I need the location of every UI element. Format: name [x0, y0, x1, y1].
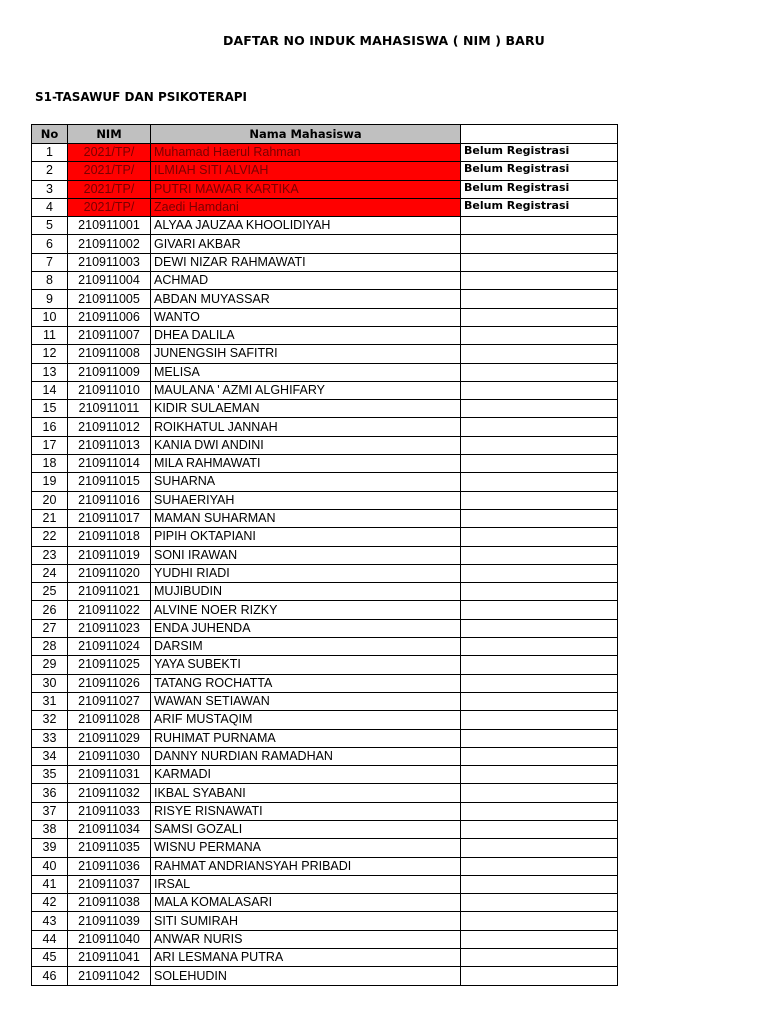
row-status: [461, 491, 618, 509]
table-row: [32, 144, 618, 162]
table-row: [32, 217, 618, 235]
table-row: [32, 912, 618, 930]
table-row: [32, 692, 618, 710]
header-nim: NIM: [68, 125, 151, 144]
table-row: [32, 455, 618, 473]
table-header-row: [32, 125, 618, 144]
table-row: [32, 967, 618, 985]
row-no: 3: [32, 180, 68, 198]
row-status: [461, 802, 618, 820]
row-name: SOLEHUDIN: [151, 967, 461, 985]
row-nim: 210911008: [68, 345, 151, 363]
table-row: [32, 601, 618, 619]
row-status: Belum Registrasi: [461, 198, 618, 216]
table-row: [32, 491, 618, 509]
row-status: [461, 820, 618, 838]
row-nim: 210911022: [68, 601, 151, 619]
row-no: 7: [32, 253, 68, 271]
row-status: [461, 711, 618, 729]
row-name: DANNY NURDIAN RAMADHAN: [151, 747, 461, 765]
row-status: [461, 601, 618, 619]
row-name: PUTRI MAWAR KARTIKA: [151, 180, 461, 198]
row-no: 13: [32, 363, 68, 381]
row-name: SUHAERIYAH: [151, 491, 461, 509]
row-status: Belum Registrasi: [461, 144, 618, 162]
row-nim: 210911027: [68, 692, 151, 710]
row-no: 34: [32, 747, 68, 765]
row-status: [461, 290, 618, 308]
row-nim: 210911013: [68, 436, 151, 454]
row-status: [461, 857, 618, 875]
row-no: 22: [32, 528, 68, 546]
row-no: 40: [32, 857, 68, 875]
row-no: 16: [32, 418, 68, 436]
row-no: 10: [32, 308, 68, 326]
row-nim: 210911037: [68, 875, 151, 893]
row-name: KANIA DWI ANDINI: [151, 436, 461, 454]
row-status: [461, 729, 618, 747]
row-name: ABDAN MUYASSAR: [151, 290, 461, 308]
row-name: MALA KOMALASARI: [151, 894, 461, 912]
row-no: 37: [32, 802, 68, 820]
row-no: 6: [32, 235, 68, 253]
row-nim: 210911004: [68, 272, 151, 290]
row-no: 2: [32, 162, 68, 180]
row-nim: 210911014: [68, 455, 151, 473]
row-status: [461, 747, 618, 765]
row-nim: 2021/TP/: [68, 144, 151, 162]
row-nim: 210911031: [68, 766, 151, 784]
table-row: [32, 729, 618, 747]
row-nim: 210911019: [68, 546, 151, 564]
row-name: ACHMAD: [151, 272, 461, 290]
row-status: [461, 583, 618, 601]
row-status: [461, 436, 618, 454]
table-row: [32, 326, 618, 344]
row-name: YUDHI RIADI: [151, 564, 461, 582]
row-name: ARIF MUSTAQIM: [151, 711, 461, 729]
row-name: Zaedi Hamdani: [151, 198, 461, 216]
row-no: 21: [32, 509, 68, 527]
row-no: 12: [32, 345, 68, 363]
row-no: 8: [32, 272, 68, 290]
row-status: [461, 638, 618, 656]
table-row: [32, 180, 618, 198]
row-nim: 210911009: [68, 363, 151, 381]
row-name: PIPIH OKTAPIANI: [151, 528, 461, 546]
row-nim: 210911033: [68, 802, 151, 820]
row-name: ROIKHATUL JANNAH: [151, 418, 461, 436]
table-row: [32, 381, 618, 399]
row-nim: 210911015: [68, 473, 151, 491]
row-status: [461, 400, 618, 418]
row-name: ARI LESMANA PUTRA: [151, 949, 461, 967]
row-name: IRSAL: [151, 875, 461, 893]
table-row: [32, 802, 618, 820]
table-row: [32, 546, 618, 564]
table-row: [32, 930, 618, 948]
row-name: IKBAL SYABANI: [151, 784, 461, 802]
row-nim: 210911023: [68, 619, 151, 637]
table-row: [32, 162, 618, 180]
row-no: 29: [32, 656, 68, 674]
table-row: [32, 839, 618, 857]
row-nim: 210911028: [68, 711, 151, 729]
row-name: DEWI NIZAR RAHMAWATI: [151, 253, 461, 271]
row-no: 18: [32, 455, 68, 473]
row-name: WAWAN SETIAWAN: [151, 692, 461, 710]
row-no: 28: [32, 638, 68, 656]
row-nim: 210911034: [68, 820, 151, 838]
row-no: 26: [32, 601, 68, 619]
row-name: RUHIMAT PURNAMA: [151, 729, 461, 747]
row-status: [461, 967, 618, 985]
row-name: WANTO: [151, 308, 461, 326]
row-status: [461, 894, 618, 912]
table-row: [32, 711, 618, 729]
row-status: [461, 912, 618, 930]
row-status: [461, 546, 618, 564]
row-nim: 210911016: [68, 491, 151, 509]
row-no: 9: [32, 290, 68, 308]
row-nim: 210911040: [68, 930, 151, 948]
row-name: Muhamad Haerul Rahman: [151, 144, 461, 162]
table-row: [32, 747, 618, 765]
table-row: [32, 619, 618, 637]
row-nim: 210911039: [68, 912, 151, 930]
row-nim: 2021/TP/: [68, 180, 151, 198]
clipped-subtitle: [190, 46, 530, 51]
row-nim: 210911012: [68, 418, 151, 436]
row-name: KARMADI: [151, 766, 461, 784]
row-nim: 210911035: [68, 839, 151, 857]
row-status: [461, 674, 618, 692]
table-row: [32, 308, 618, 326]
table-row: [32, 509, 618, 527]
table-row: [32, 949, 618, 967]
row-no: 44: [32, 930, 68, 948]
table-row: [32, 290, 618, 308]
row-no: 23: [32, 546, 68, 564]
row-status: [461, 656, 618, 674]
row-nim: 210911036: [68, 857, 151, 875]
row-name: MAULANA ' AZMI ALGHIFARY: [151, 381, 461, 399]
table-row: [32, 674, 618, 692]
row-nim: 210911020: [68, 564, 151, 582]
row-status: [461, 766, 618, 784]
row-no: 17: [32, 436, 68, 454]
row-name: TATANG ROCHATTA: [151, 674, 461, 692]
row-status: [461, 363, 618, 381]
row-no: 15: [32, 400, 68, 418]
table-row: [32, 272, 618, 290]
table-row: [32, 400, 618, 418]
row-no: 27: [32, 619, 68, 637]
row-status: Belum Registrasi: [461, 162, 618, 180]
row-nim: 210911032: [68, 784, 151, 802]
student-table: [31, 124, 618, 986]
table-row: [32, 436, 618, 454]
table-row: [32, 235, 618, 253]
row-nim: 210911021: [68, 583, 151, 601]
row-no: 20: [32, 491, 68, 509]
table-row: [32, 656, 618, 674]
row-status: [461, 564, 618, 582]
row-no: 11: [32, 326, 68, 344]
row-name: SITI SUMIRAH: [151, 912, 461, 930]
table-row: [32, 894, 618, 912]
row-no: 45: [32, 949, 68, 967]
row-status: Belum Registrasi: [461, 180, 618, 198]
row-name: RISYE RISNAWATI: [151, 802, 461, 820]
row-status: [461, 875, 618, 893]
table-body: [32, 144, 618, 986]
row-status: [461, 217, 618, 235]
table-row: [32, 857, 618, 875]
row-no: 35: [32, 766, 68, 784]
program-heading: S1-TASAWUF DAN PSIKOTERAPI: [35, 90, 247, 104]
row-name: GIVARI AKBAR: [151, 235, 461, 253]
row-nim: 210911006: [68, 308, 151, 326]
row-status: [461, 345, 618, 363]
row-no: 14: [32, 381, 68, 399]
row-name: ILMIAH SITI ALVIAH: [151, 162, 461, 180]
table-row: [32, 363, 618, 381]
row-no: 5: [32, 217, 68, 235]
table-row: [32, 784, 618, 802]
table-row: [32, 473, 618, 491]
row-name: SAMSI GOZALI: [151, 820, 461, 838]
row-status: [461, 235, 618, 253]
header-no: No: [32, 125, 68, 144]
row-no: 39: [32, 839, 68, 857]
row-name: RAHMAT ANDRIANSYAH PRIBADI: [151, 857, 461, 875]
row-nim: 210911001: [68, 217, 151, 235]
row-no: 24: [32, 564, 68, 582]
row-status: [461, 253, 618, 271]
row-name: JUNENGSIH SAFITRI: [151, 345, 461, 363]
row-nim: 210911038: [68, 894, 151, 912]
row-status: [461, 930, 618, 948]
row-name: ALYAA JAUZAA KHOOLIDIYAH: [151, 217, 461, 235]
row-status: [461, 308, 618, 326]
table-row: [32, 766, 618, 784]
row-nim: 210911018: [68, 528, 151, 546]
table-row: [32, 418, 618, 436]
row-nim: 210911011: [68, 400, 151, 418]
row-nim: 2021/TP/: [68, 162, 151, 180]
row-status: [461, 272, 618, 290]
row-status: [461, 839, 618, 857]
row-name: DHEA DALILA: [151, 326, 461, 344]
row-no: 42: [32, 894, 68, 912]
row-name: MILA RAHMAWATI: [151, 455, 461, 473]
row-nim: 210911029: [68, 729, 151, 747]
row-nim: 2021/TP/: [68, 198, 151, 216]
row-nim: 210911042: [68, 967, 151, 985]
row-no: 36: [32, 784, 68, 802]
row-name: KIDIR SULAEMAN: [151, 400, 461, 418]
row-nim: 210911041: [68, 949, 151, 967]
row-name: ALVINE NOER RIZKY: [151, 601, 461, 619]
table-row: [32, 564, 618, 582]
row-status: [461, 619, 618, 637]
row-nim: 210911003: [68, 253, 151, 271]
row-nim: 210911010: [68, 381, 151, 399]
row-status: [461, 455, 618, 473]
row-status: [461, 528, 618, 546]
document-title: DAFTAR NO INDUK MAHASISWA ( NIM ) BARU: [223, 33, 545, 48]
row-name: SONI IRAWAN: [151, 546, 461, 564]
row-nim: 210911024: [68, 638, 151, 656]
row-name: ANWAR NURIS: [151, 930, 461, 948]
row-no: 19: [32, 473, 68, 491]
row-status: [461, 326, 618, 344]
row-name: MAMAN SUHARMAN: [151, 509, 461, 527]
row-no: 30: [32, 674, 68, 692]
row-nim: 210911002: [68, 235, 151, 253]
row-no: 32: [32, 711, 68, 729]
header-name: Nama Mahasiswa: [151, 125, 461, 144]
row-no: 38: [32, 820, 68, 838]
table-row: [32, 875, 618, 893]
row-name: MELISA: [151, 363, 461, 381]
header-status: [461, 125, 618, 144]
table-row: [32, 638, 618, 656]
row-no: 31: [32, 692, 68, 710]
row-nim: 210911017: [68, 509, 151, 527]
row-nim: 210911026: [68, 674, 151, 692]
row-nim: 210911030: [68, 747, 151, 765]
row-no: 33: [32, 729, 68, 747]
row-no: 46: [32, 967, 68, 985]
row-status: [461, 509, 618, 527]
row-name: MUJIBUDIN: [151, 583, 461, 601]
row-nim: 210911025: [68, 656, 151, 674]
table-row: [32, 198, 618, 216]
row-status: [461, 784, 618, 802]
row-nim: 210911007: [68, 326, 151, 344]
table-row: [32, 583, 618, 601]
row-status: [461, 418, 618, 436]
row-no: 43: [32, 912, 68, 930]
row-status: [461, 692, 618, 710]
table-row: [32, 820, 618, 838]
row-status: [461, 473, 618, 491]
table-row: [32, 253, 618, 271]
row-status: [461, 381, 618, 399]
row-name: DARSIM: [151, 638, 461, 656]
row-name: SUHARNA: [151, 473, 461, 491]
row-name: WISNU PERMANA: [151, 839, 461, 857]
row-no: 1: [32, 144, 68, 162]
row-status: [461, 949, 618, 967]
table-row: [32, 345, 618, 363]
row-name: ENDA JUHENDA: [151, 619, 461, 637]
table-row: [32, 528, 618, 546]
row-nim: 210911005: [68, 290, 151, 308]
row-no: 4: [32, 198, 68, 216]
row-no: 25: [32, 583, 68, 601]
row-no: 41: [32, 875, 68, 893]
row-name: YAYA SUBEKTI: [151, 656, 461, 674]
